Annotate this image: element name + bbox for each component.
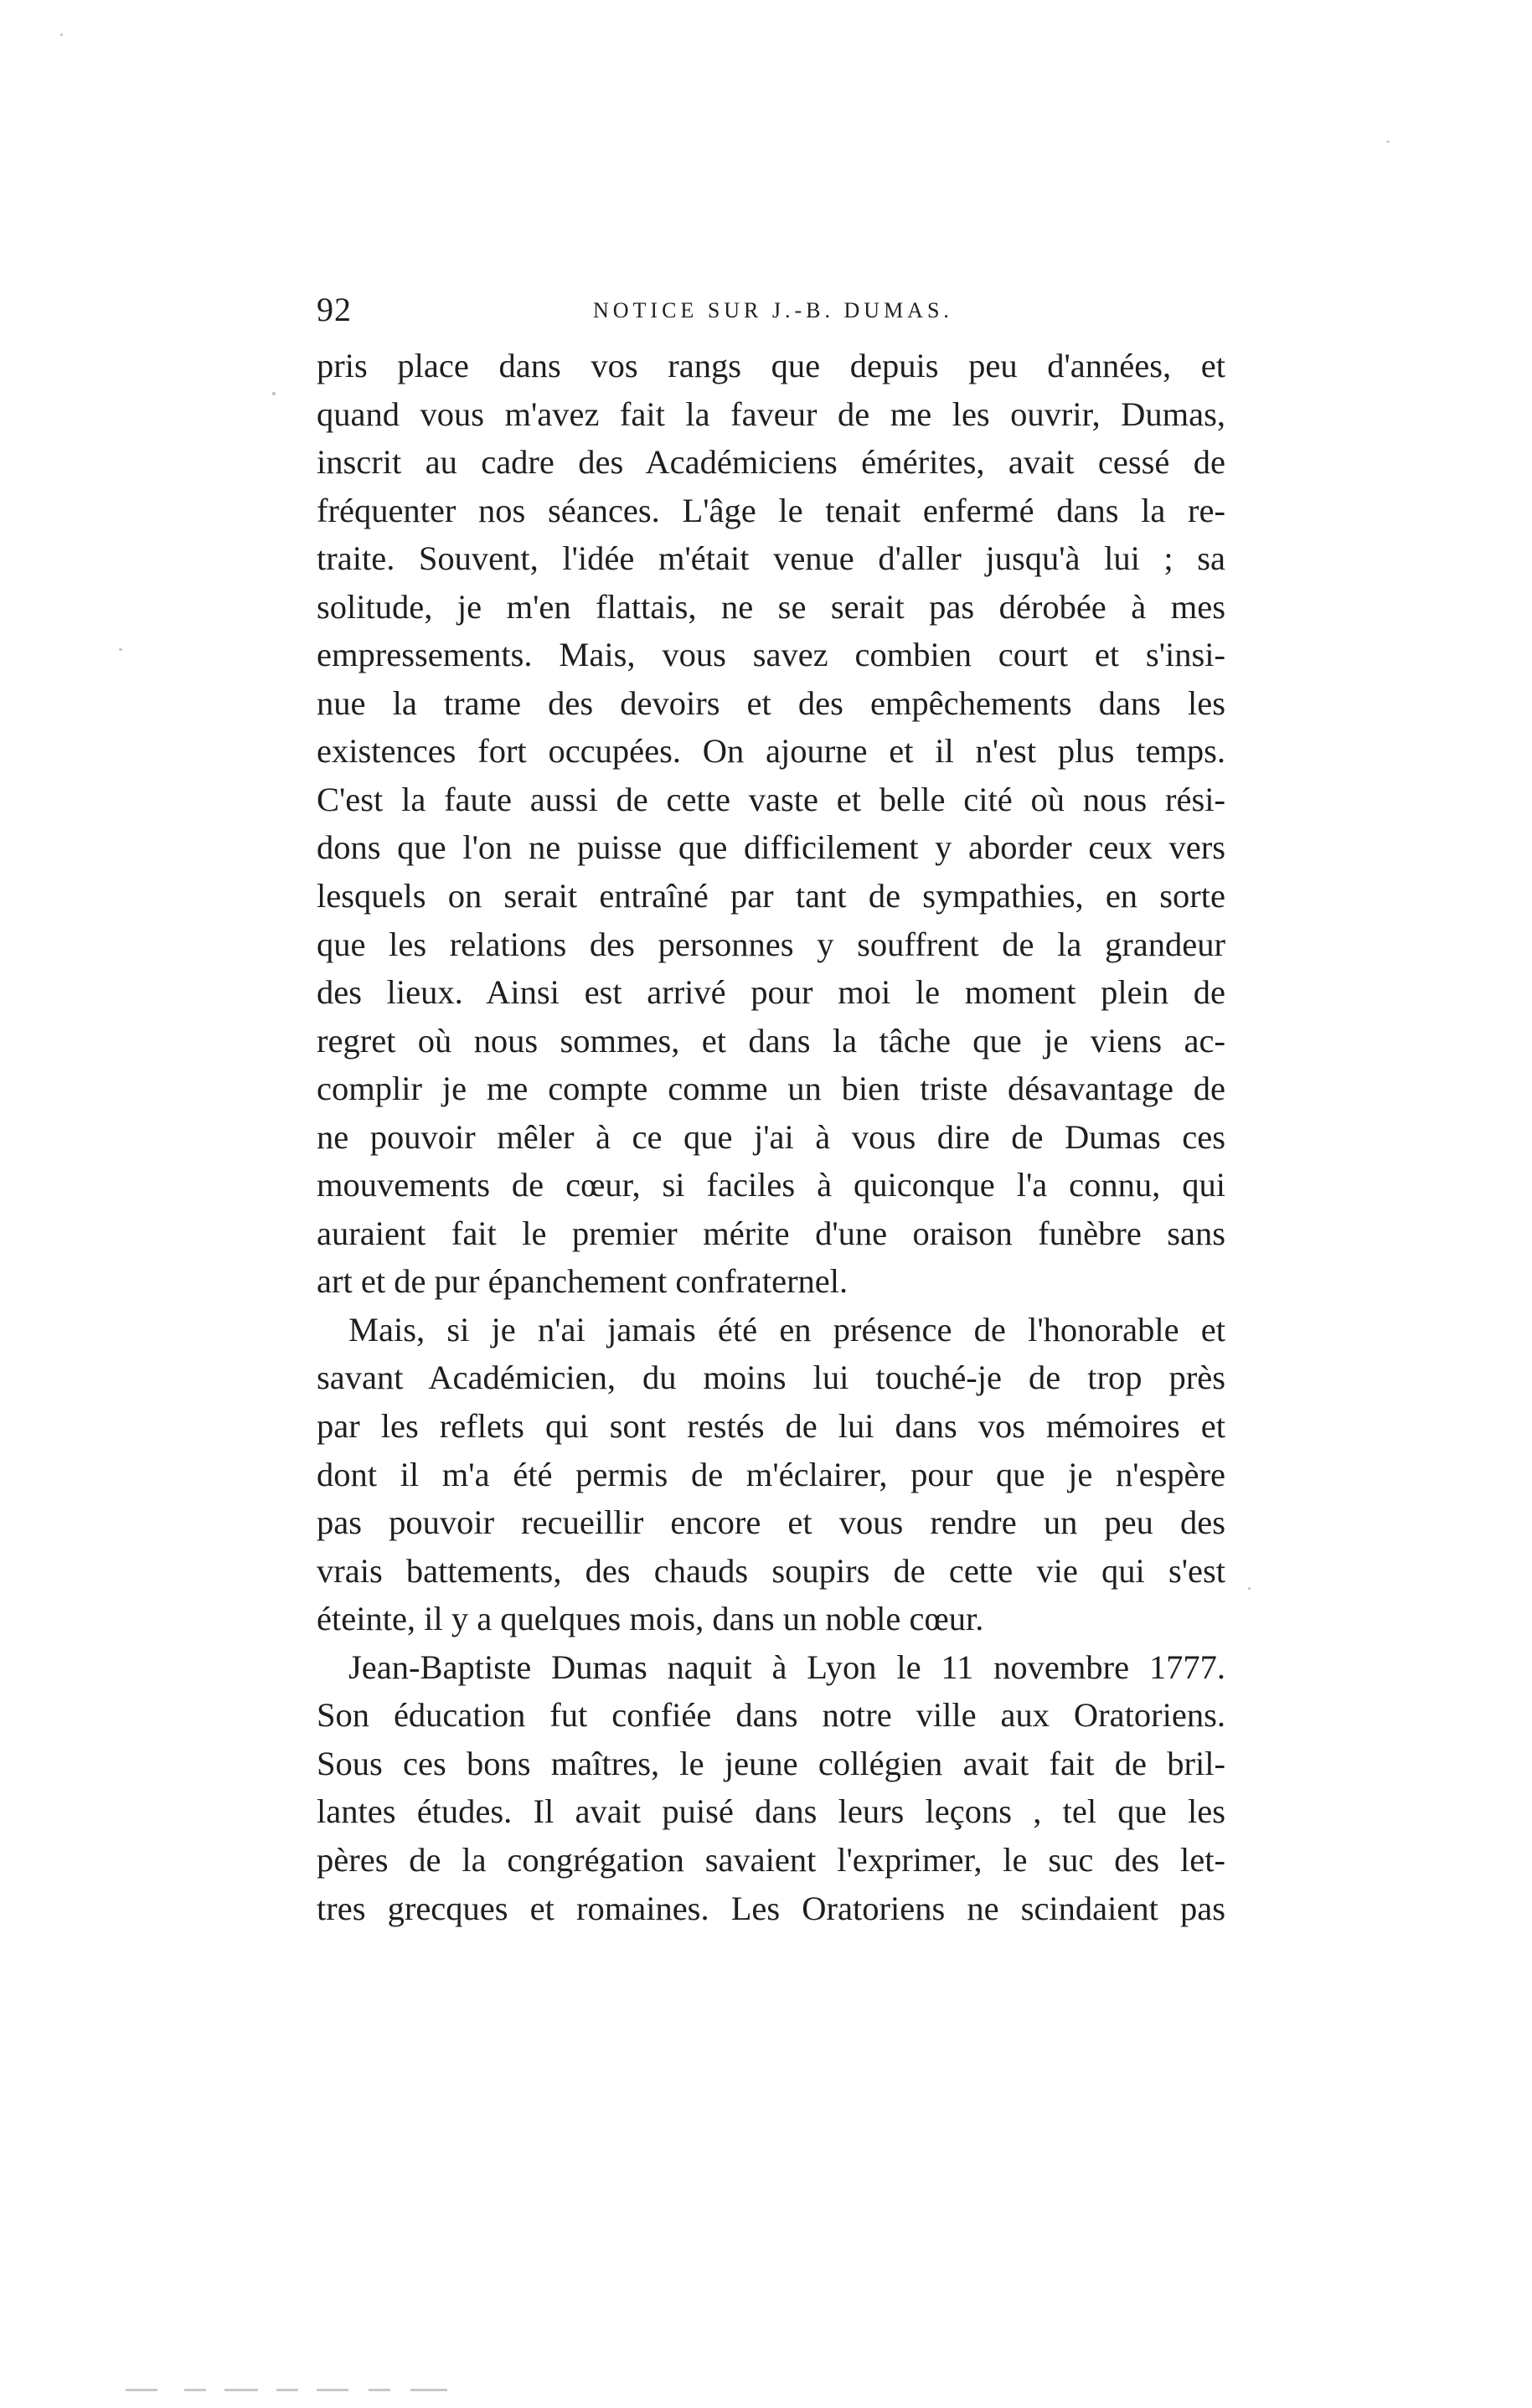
text-line: Sous ces bons maîtres, le jeune collégien avait fait de bril-: [317, 1744, 1225, 1782]
text-line: solitude, je m'en flattais, ne se serait pas dérobée à mes: [317, 587, 1225, 626]
text-line: inscrit au cadre des Académiciens émérites, avait cessé de: [317, 443, 1225, 482]
running-title: NOTICE SUR J.-B. DUMAS.: [593, 298, 953, 322]
paragraph-3: [317, 1643, 1225, 1932]
page-number: 92: [317, 291, 352, 328]
scan-speck: [272, 392, 276, 395]
text-line: lantes études. Il avait puisé dans leurs leçons , tel que les: [317, 1792, 1225, 1831]
text-line: pas pouvoir recueillir encore et vous rendre un peu des: [317, 1503, 1225, 1542]
text-line: empressements. Mais, vous savez combien court et s'insi-: [317, 636, 1225, 674]
scan-speck: [60, 34, 63, 36]
text-line: C'est la faute aussi de cette vaste et belle cité où nous rési-: [317, 780, 1225, 818]
text-line: pris place dans vos rangs que depuis peu d'années, et: [317, 347, 1225, 384]
text-line: mouvements de cœur, si faciles à quiconque l'a connu, qui: [317, 1166, 1225, 1204]
text-line: lesquels on serait entraîné par tant de sympathies, en sorte: [317, 877, 1225, 915]
text-line: auraient fait le premier mérite d'une oraison funèbre sans: [317, 1214, 1225, 1252]
text-line: des lieux. Ainsi est arrivé pour moi le moment plein de: [317, 973, 1225, 1012]
text-line: quand vous m'avez fait la faveur de me les ouvrir, Dumas,: [317, 394, 1225, 433]
body-text: [317, 342, 1225, 1932]
text-line: regret où nous sommes, et dans la tâche que je viens ac-: [317, 1021, 1225, 1060]
text-line: fréquenter nos séances. L'âge le tenait enfermé dans la re-: [317, 491, 1225, 529]
text-line: que les relations des personnes y souffrent de la grandeur: [317, 925, 1225, 963]
text-line: savant Académicien, du moins lui touché-je de trop près: [317, 1359, 1225, 1397]
text-line: Mais, si je n'ai jamais été en présence de l'honorable et: [348, 1310, 1225, 1348]
scan-speck: [119, 648, 122, 651]
text-line: éteinte, il y a quelques mois, dans un noble cœur.: [317, 1600, 984, 1638]
scan-speck: [1386, 141, 1390, 142]
text-line: Jean-Baptiste Dumas naquit à Lyon le 11 novembre 1777.: [348, 1647, 1225, 1686]
text-line: pères de la congrégation savaient l'exprimer, le suc des let-: [317, 1840, 1225, 1879]
paragraph-1: [317, 342, 1225, 1306]
text-line: existences fort occupées. On ajourne et il n'est plus temps.: [317, 732, 1225, 771]
scan-speck: [1248, 1587, 1251, 1590]
text-line: par les reflets qui sont restés de lui dans vos mémoires et: [317, 1407, 1225, 1446]
text-line: complir je me compte comme un bien triste désavantage de: [317, 1070, 1225, 1108]
text-line: ne pouvoir mêler à ce que j'ai à vous dire de Dumas ces: [317, 1117, 1225, 1156]
text-line: tres grecques et romaines. Les Oratoriens ne scindaient pas: [317, 1889, 1225, 1927]
running-header: [317, 290, 1225, 332]
text-line: dont il m'a été permis de m'éclairer, pour que je n'espère: [317, 1455, 1225, 1493]
text-line: vrais battements, des chauds soupirs de cette vie qui s'est: [317, 1551, 1225, 1590]
text-line: dons que l'on ne puisse que difficilement y aborder ceux vers: [317, 828, 1225, 867]
scan-edge-marks: [126, 2389, 477, 2394]
paragraph-2: [317, 1306, 1225, 1643]
text-line: art et de pur épanchement confraternel.: [317, 1262, 849, 1301]
text-line: Son éducation fut confiée dans notre ville aux Oratoriens.: [317, 1696, 1225, 1735]
text-line: nue la trame des devoirs et des empêchements dans les: [317, 683, 1225, 722]
text-line: traite. Souvent, l'idée m'était venue d'aller jusqu'à lui ; sa: [317, 539, 1225, 578]
